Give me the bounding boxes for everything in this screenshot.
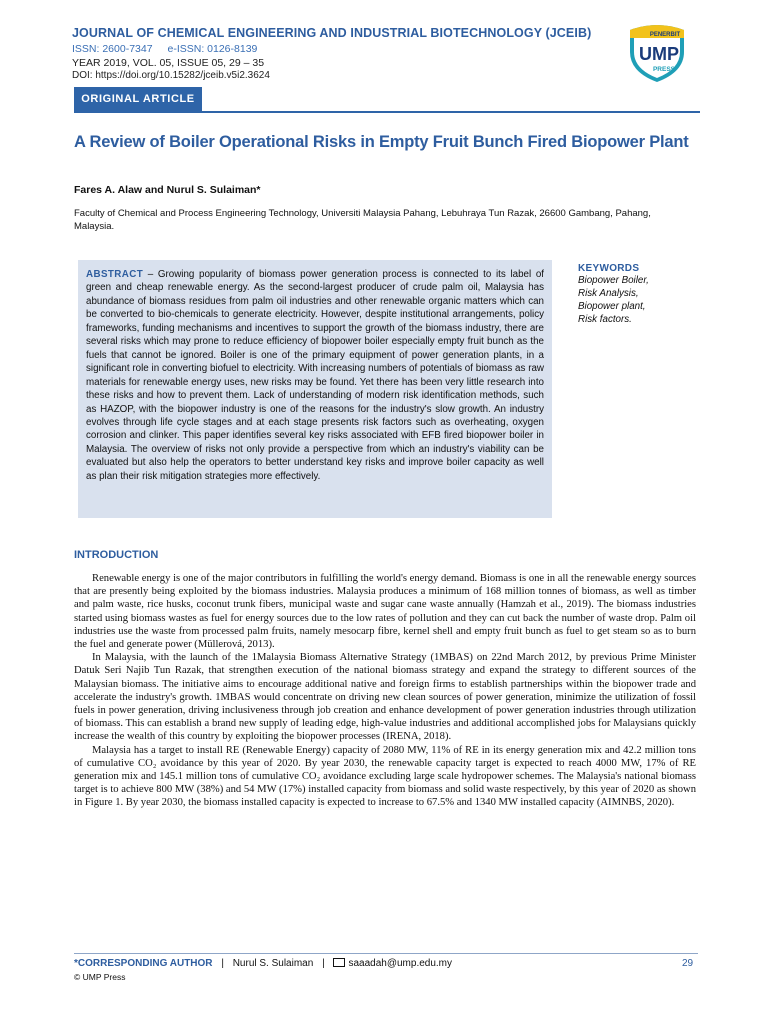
- corresponding-author-footer: [74, 958, 452, 969]
- keywords-panel: [578, 263, 708, 326]
- paragraph: Renewable energy is one of the major contributors in fulfilling the world's energy demand. Biomass is one in all the renewable energy sources that are presently being exploited by the biomass industries. Malaysia produces a minimum of 168 million tonnes of biomass, as well as timber and palm waste, rice husks, coconut trunk fibers, municipal waste and sugar cane waste annually (Hamzah et al., 2019). The biomass industries started using biomass wastes as fuel for energy sources due to the low rates of pollution and they can cut back the number of waste drop. Palm oil industries use the waste from processed palm fruits, namely mesocarp fibre, kernel shell and empty fruit bunch as fuel to get steam so as to burn the fuel and generate power (Müllerová, 2013).: [74, 573, 696, 651]
- affiliation: Faculty of Chemical and Process Engineering Technology, Universiti Malaysia Pahang, Lebuhraya Tun Razak, 26600 Gambang, Pahang, Malaysia.: [74, 208, 651, 232]
- section-heading-introduction: INTRODUCTION: [74, 549, 159, 561]
- logo-main-text: UMP: [639, 44, 679, 64]
- doi-line: [72, 70, 270, 81]
- paragraph: Malaysia has a target to install RE (Renewable Energy) capacity of 2080 MW, 11% of RE in its energy generation mix and 42.2 million tons of cumulative CO₂ avoidance by this year of 2020. By year 2030, the renewable capacity target is expected to reach 4000 MW, 17% of RE generation mix and 145.1 million tons of cumulative CO₂ avoidance excluding large scale hydropower schemes. The Malaysia's national biomass target is to achieve 800 MW (38%) and 54 MW (17%) installed capacity from biomass and solid waste respectively, by this year of 2020 as shown in Figure 1. By year 2030, the biomass installed capacity is expected to increase to 67.5% and 1340 MW installed capacity (AIMNBS, 2020).: [74, 744, 696, 809]
- footer-separator: |: [322, 958, 325, 969]
- footer-divider: [74, 953, 698, 954]
- keyword-item: Biopower plant,: [578, 301, 646, 312]
- abstract-label: ABSTRACT: [86, 269, 144, 280]
- abstract-box: [78, 260, 552, 518]
- keyword-item: Risk factors.: [578, 314, 632, 325]
- mail-icon: [333, 958, 345, 967]
- logo-top-text: PENERBIT: [649, 32, 681, 38]
- author-list: Fares A. Alaw and Nurul S. Sulaiman*: [74, 184, 261, 196]
- keyword-item: Biopower Boiler,: [578, 275, 649, 286]
- volume-info: YEAR 2019, VOL. 05, ISSUE 05, 29 – 35: [72, 57, 265, 69]
- copyright: © UMP Press: [74, 972, 126, 982]
- paragraph: In Malaysia, with the launch of the 1Malaysia Biomass Alternative Strategy (1MBAS) on 22nd March 2012, by previous Prime Minister Datuk Seri Najib Tun Razak, that strengthen execution of the national biomass strategy and expand the strategy to different sources of the Malaysian biomass. The initiative aims to encourage additional native and foreign firms to establish partnerships within the biopower trade and accelerate the industry's growth. 1MBAS would concentrate on driving new clean sources of power generation, minimize the utilization of fossil fuels in power generation, driving inclusiveness through job creation and enhance development of power generation industries through utilization of biomass. This can establish a brand new supply of leading edge, high-value industries and additional accomplished jobs for Malaysians quickly increase the wealth of this country by exploiting the biopower processes (IRENA, 2018).: [74, 652, 696, 743]
- introduction-body: [74, 572, 696, 810]
- keywords-title: KEYWORDS: [578, 263, 640, 274]
- abstract-text: [86, 268, 544, 483]
- doi-link[interactable]: https://doi.org/10.15282/jceib.v5i2.3624: [95, 70, 270, 81]
- ump-press-logo: [624, 22, 690, 84]
- issn: ISSN: 2600-7347: [72, 43, 153, 55]
- header-divider: [74, 111, 700, 113]
- page-number: 29: [682, 958, 694, 969]
- issn-line: [72, 43, 269, 55]
- doi-label: DOI:: [72, 70, 93, 81]
- journal-title: JOURNAL OF CHEMICAL ENGINEERING AND INDUSTRIAL BIOTECHNOLOGY (JCEIB): [72, 26, 592, 40]
- article-title: A Review of Boiler Operational Risks in Empty Fruit Bunch Fired Biopower Plant: [74, 133, 689, 151]
- corresponding-author-email[interactable]: saaadah@ump.edu.my: [348, 958, 453, 969]
- keyword-item: Risk Analysis,: [578, 288, 639, 299]
- eissn: e-ISSN: 0126-8139: [167, 43, 258, 55]
- abstract-body: – Growing popularity of biomass power generation process is connected to its label of green and cheap renewable energy. As the second-largest producer of crude palm oil, Malaysia has abundance of biomass residues from palm oil industries and other renewable organic matters which can be converted to bio-chemicals to generate electricity. However, despite institutional arrangements, policy frameworks, funding mechanisms and incentives to support the growth of the biomass industry, there are several risks which may prone to reduce efficiency of biopower boiler especially empty fruit bunch as the fuels that cannot be ignored. Boiler is one of the primary equipment of power generation plants, in a significant role in converting biofuel to electricity. With increasing numbers of potentials of biomass as raw materials for renewable energy uses, new risks may be found. Yet there has been very little research into these risks and how to prevent them. Lack of understanding of modern risk identification methods, such as HAZOP, with the biopower industry is one of the reasons for the industry's slow growth. An industry evolves through life cycle stages and at each stage presents risk factors such as overheating, oxygen corrosion and clinker. This paper identifies several key risks associated with EFB fired biopower boiler in Malaysia. The overview of risks not only provide a perspective from which an industry's viability can be evaluated but also help the operators to better understand key risks and improve boiler capacity as well as plan their risk mitigation strategies more effectively.: [86, 269, 544, 482]
- corresponding-author-label: *CORRESPONDING AUTHOR: [74, 958, 213, 969]
- corresponding-author-name: Nurul S. Sulaiman: [232, 958, 314, 969]
- logo-bottom-text: PRESS: [652, 66, 676, 73]
- article-type-badge: ORIGINAL ARTICLE: [74, 87, 202, 111]
- footer-separator: |: [221, 958, 224, 969]
